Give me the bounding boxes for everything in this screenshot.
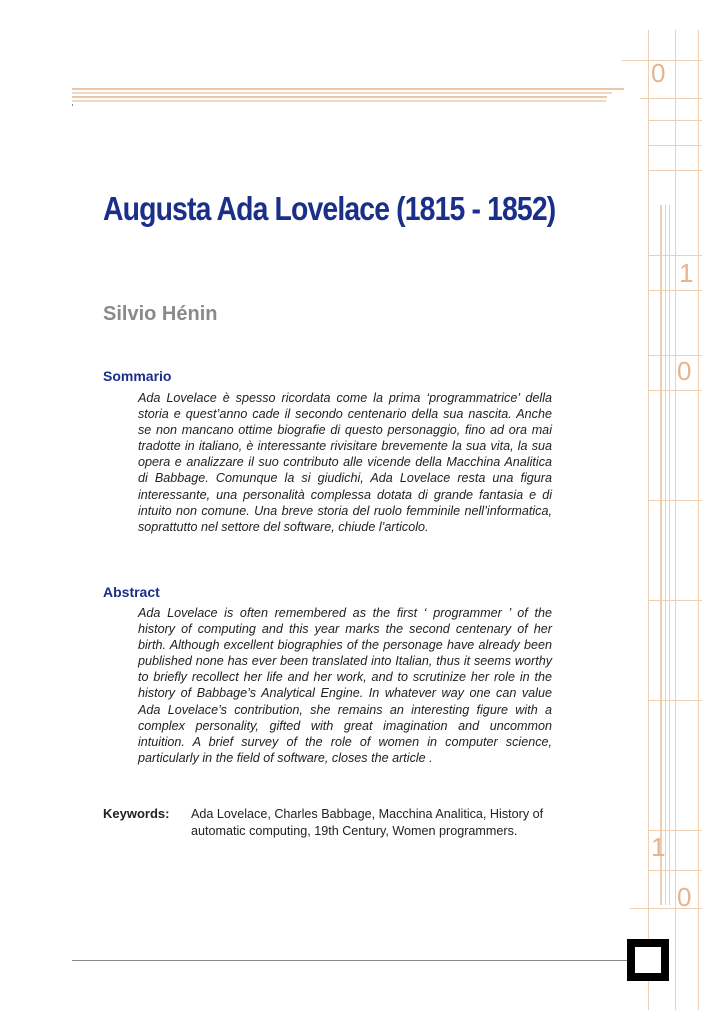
binary-digit: 1 <box>679 258 694 288</box>
author-name: Silvio Hénin <box>103 303 218 325</box>
sommario-text: Ada Lovelace è spesso ricordata come la prima ‘programmatrice’ della storia e quest’anno cade il secondo centenario della sua nascita. Anche se non mancano ottime biografie di questo personaggio, fino ad ora mai tradotte in italiano, è interessante rivisitare brevemente la sua vita, la sua opera e analizzare il suo contributo alle vicende della Macchina Analitica di Babbage. Comunque la si giudichi, Ada Lovelace resta una figura interessante, una personalità complessa dotata di grande fantasia e di intuito non comune. Una breve storia del ruolo femminile nell’informatica, soprattutto nel settore del software, chiude l’articolo. <box>138 391 552 534</box>
binary-digit: 1 <box>651 832 666 862</box>
keywords-text: Ada Lovelace, Charles Babbage, Macchina Analitica, History of automatic computing, 19th Century, Women programmers. <box>191 807 544 838</box>
square-logo-icon <box>627 939 669 981</box>
binary-digit: 0 <box>677 356 692 386</box>
keywords-label: Keywords: <box>103 806 170 821</box>
binary-digit: 0 <box>677 882 692 912</box>
sommario-heading: Sommario <box>103 368 172 384</box>
paper-title: Augusta Ada Lovelace (1815 - 1852) <box>103 190 556 227</box>
abstract-text: Ada Lovelace is often remembered as the first ‘ programmer ’ of the history of computing and this year marks the second centenary of her birth. Although excellent biographies of the personage have already been published none has ever been translated into Italian, thus it seems worthy to briefly recollect her life and her work, and to scrutinize her role in the history of Babbage’s Analytical Engine. In whatever way one can value Ada Lovelace’s contribution, she remains an interesting figure with a complex personality, gifted with great imagination and uncommon intuition. A brief survey of the role of women in computer science, particularly in the field of software, closes the article . <box>138 606 552 765</box>
footer-rule <box>72 960 628 961</box>
abstract-heading: Abstract <box>103 584 160 600</box>
binary-digit: 0 <box>651 58 666 88</box>
header-rule <box>72 104 73 106</box>
